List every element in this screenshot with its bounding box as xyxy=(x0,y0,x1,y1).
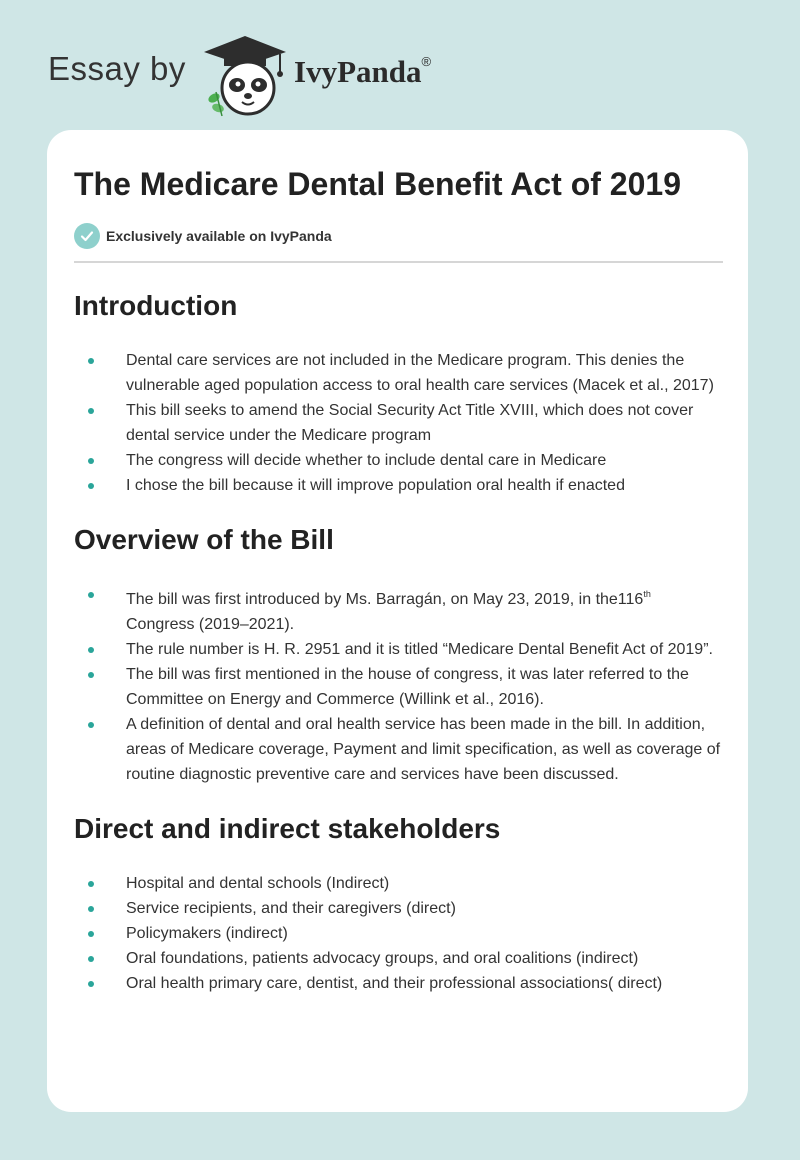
list-item: This bill seeks to amend the Social Security Act Title XVIII, which does not cover dental service under the Medicare program xyxy=(74,398,723,448)
list-item: Oral foundations, patients advocacy groups, and oral coalitions (indirect) xyxy=(74,946,723,971)
brand-name[interactable] xyxy=(294,54,431,90)
list-item: The rule number is H. R. 2951 and it is titled “Medicare Dental Benefit Act of 2019”. xyxy=(74,637,723,662)
section-heading-stakeholders: Direct and indirect stakeholders xyxy=(74,813,501,844)
list-item: The congress will decide whether to include dental care in Medicare xyxy=(74,448,723,473)
title-divider xyxy=(74,261,723,263)
brand-text: IvyPanda xyxy=(294,54,422,89)
list-item: A definition of dental and oral health service has been made in the bill. In addition, areas of Medicare coverage, Payment and limit specification, as well as coverage of routine diagnostic preventive care and services have been discussed. xyxy=(74,712,723,787)
list-item: Service recipients, and their caregivers (direct) xyxy=(74,896,723,921)
page-title: The Medicare Dental Benefit Act of 2019 xyxy=(74,166,681,202)
list-item: Dental care services are not included in the Medicare program. This denies the vulnerable aged population access to oral health care services (Macek et al., 2017) xyxy=(74,348,723,398)
section-heading-overview: Overview of the Bill xyxy=(74,524,334,555)
list-item-text: The bill was first introduced by Ms. Barragán, on May 23, 2019, in the116 xyxy=(126,591,644,608)
badge-label: Exclusively available on IvyPanda xyxy=(106,228,332,244)
introduction-list xyxy=(74,348,723,498)
overview-list xyxy=(74,582,723,787)
essay-by-label: Essay by xyxy=(48,50,186,87)
ordinal-suffix: th xyxy=(643,589,651,599)
list-item: Hospital and dental schools (Indirect) xyxy=(74,871,723,896)
panda-logo-icon[interactable] xyxy=(200,32,290,118)
stakeholders-list xyxy=(74,871,723,996)
check-badge-icon xyxy=(74,223,100,249)
list-item: The bill was first mentioned in the house of congress, it was later referred to the Committee on Energy and Commerce (Willink et al., 2016). xyxy=(74,662,723,712)
article-card xyxy=(47,130,748,1112)
list-item: Policymakers (indirect) xyxy=(74,921,723,946)
list-item-text-cont: Congress (2019–2021). xyxy=(126,616,295,633)
list-item xyxy=(74,582,723,637)
section-heading-introduction: Introduction xyxy=(74,290,238,321)
site-header xyxy=(48,28,768,118)
list-item: Oral health primary care, dentist, and their professional associations( direct) xyxy=(74,971,723,996)
exclusive-badge xyxy=(74,222,723,250)
registered-mark: ® xyxy=(421,54,432,69)
list-item: I chose the bill because it will improve population oral health if enacted xyxy=(74,473,723,498)
article-body xyxy=(74,164,723,996)
